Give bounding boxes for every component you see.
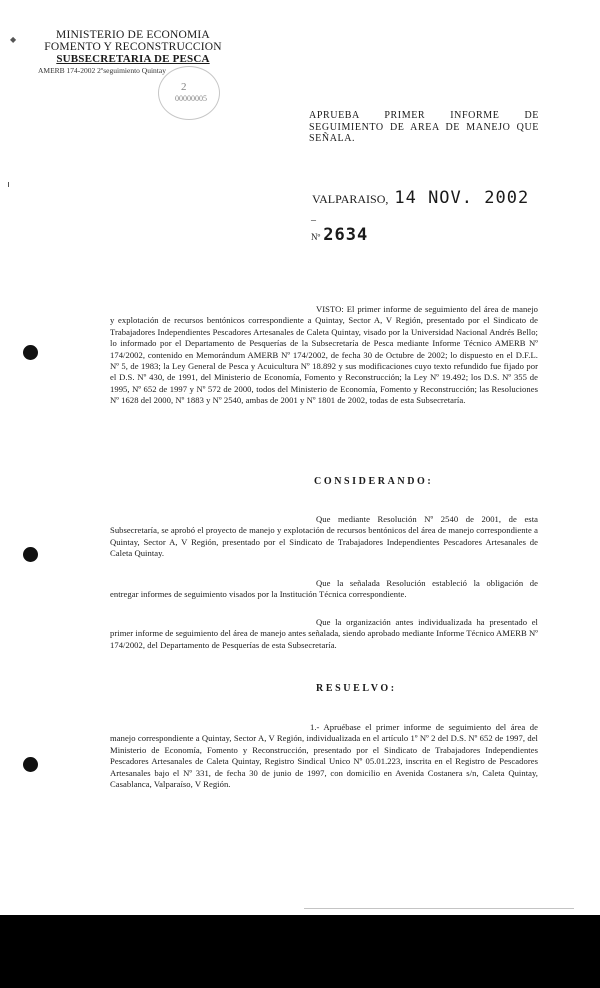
stamp-text-2: 00000005 bbox=[175, 94, 207, 103]
number-label: Nº bbox=[311, 232, 321, 242]
stamp-seal bbox=[158, 66, 220, 120]
letterhead-subsecretaria: SUBSECRETARIA DE PESCA bbox=[56, 53, 210, 65]
resuelvo-paragraph-1: 1.- Apruébase el primer informe de seguimiento del área de manejo correspondiente a Quintay, Sector A, V Región, individualizada en el artículo 1º Nº 2 del D.S. Nº 652 de 1997, del Ministerio de Economía, Fomento y Reconstrucción, presentado por el Sindicato de Trabajadores Independientes Pescadores Artesanales de Caleta Quintay, Registro Sindical Unico Nº 05.01.223, inscrita en el Registro de Pescadores Artesanales bajo el Nº 331, de fecha 30 de junio de 1997, con domicilio en Avenida Costanera s/n, Caleta Quintay, Casablanca, Valparaíso, V Región. bbox=[110, 722, 538, 790]
scan-speck bbox=[8, 182, 9, 187]
document-title: APRUEBA PRIMER INFORME DE SEGUIMIENTO DE AREA DE MANEJO QUE SEÑALA. bbox=[309, 110, 539, 144]
considerando-heading: CONSIDERANDO: bbox=[314, 476, 434, 487]
scan-black-band bbox=[0, 915, 600, 988]
handwritten-date: 14 NOV. 2002 bbox=[394, 188, 530, 208]
punch-hole bbox=[23, 547, 38, 562]
scan-speck bbox=[304, 908, 574, 909]
punch-hole bbox=[23, 757, 38, 772]
dateline bbox=[312, 188, 529, 208]
letterhead-ministry-2: FOMENTO Y RECONSTRUCCION bbox=[44, 41, 222, 53]
scan-mark: ◆ bbox=[10, 35, 17, 44]
visto-lead: VISTO: bbox=[316, 304, 344, 314]
visto-paragraph bbox=[110, 304, 538, 407]
considerando-paragraph-1: Que mediante Resolución Nº 2540 de 2001, de esta Subsecretaría, se aprobó el proyecto de manejo y explotación de recursos bentónicos del área de manejo correspondiente a Quintay, Sector A, V Región, presentado por el Sindicato de Trabajadores Independientes Pescadores Artesanales de Caleta Quintay. bbox=[110, 514, 538, 559]
resolution-number bbox=[311, 215, 369, 245]
stamp-text-1: 2 bbox=[181, 81, 187, 93]
considerando-paragraph-3: Que la organización antes individualizada ha presentado el primer informe de seguimiento del área de manejo antes señalada, siendo aprobado mediante Informe Técnico AMERB Nº 174/2002, del Departamento de Pesquerías de esta Subsecretaría. bbox=[110, 617, 538, 650]
resuelvo-heading: RESUELVO: bbox=[316, 683, 397, 694]
number-dash: – bbox=[311, 215, 316, 226]
document-reference: AMERB 174-2002 2ºseguimiento Quintay bbox=[38, 66, 166, 75]
date-city: VALPARAISO, bbox=[312, 192, 389, 206]
considerando-paragraph-2: Que la señalada Resolución estableció la obligación de entregar informes de seguimiento visados por la Institución Técnica correspondiente. bbox=[110, 578, 538, 600]
handwritten-number: 2634 bbox=[323, 225, 369, 245]
punch-hole bbox=[23, 345, 38, 360]
letterhead-ministry: MINISTERIO DE ECONOMIA bbox=[56, 29, 210, 41]
visto-text: El primer informe de seguimiento del área de manejo y explotación de recursos bentónicos correspondiente a Quintay, Sector A, V Región, presentado por el Sindicato de Trabajadores Independientes Pescadores Artesanales de Caleta Quintay, visado por la Universidad Nacional Andrés Bello; lo informado por el Departamento de Pesquerías de la Subsecretaría de Pesca mediante Informe Técnico AMERB Nº 174/2002, contenido en Memorándum AMERB Nº 174/2002, de fecha 30 de Octubre de 2002; lo dispuesto en el D.F.L. Nº 5, de 1983; la Ley General de Pesca y Acuicultura Nº 18.892 y sus modificaciones cuyo texto refundido fue fijado por el D.S. Nº 430, de 1991, del Ministerio de Economía, Fomento y Reconstrucción; la Ley Nº 19.492; los D.S. Nº 355 de 1995, Nº 652 de 1997 y Nº 572 de 2000, todos del Ministerio de Economía, Fomento y Reconstrucción; las Resoluciones Nº 1628 del 2000, Nº 1883 y Nº 2540, ambas de 2001 y Nº 1801 de 2002, todas de esta Subsecretaría. bbox=[110, 304, 538, 406]
